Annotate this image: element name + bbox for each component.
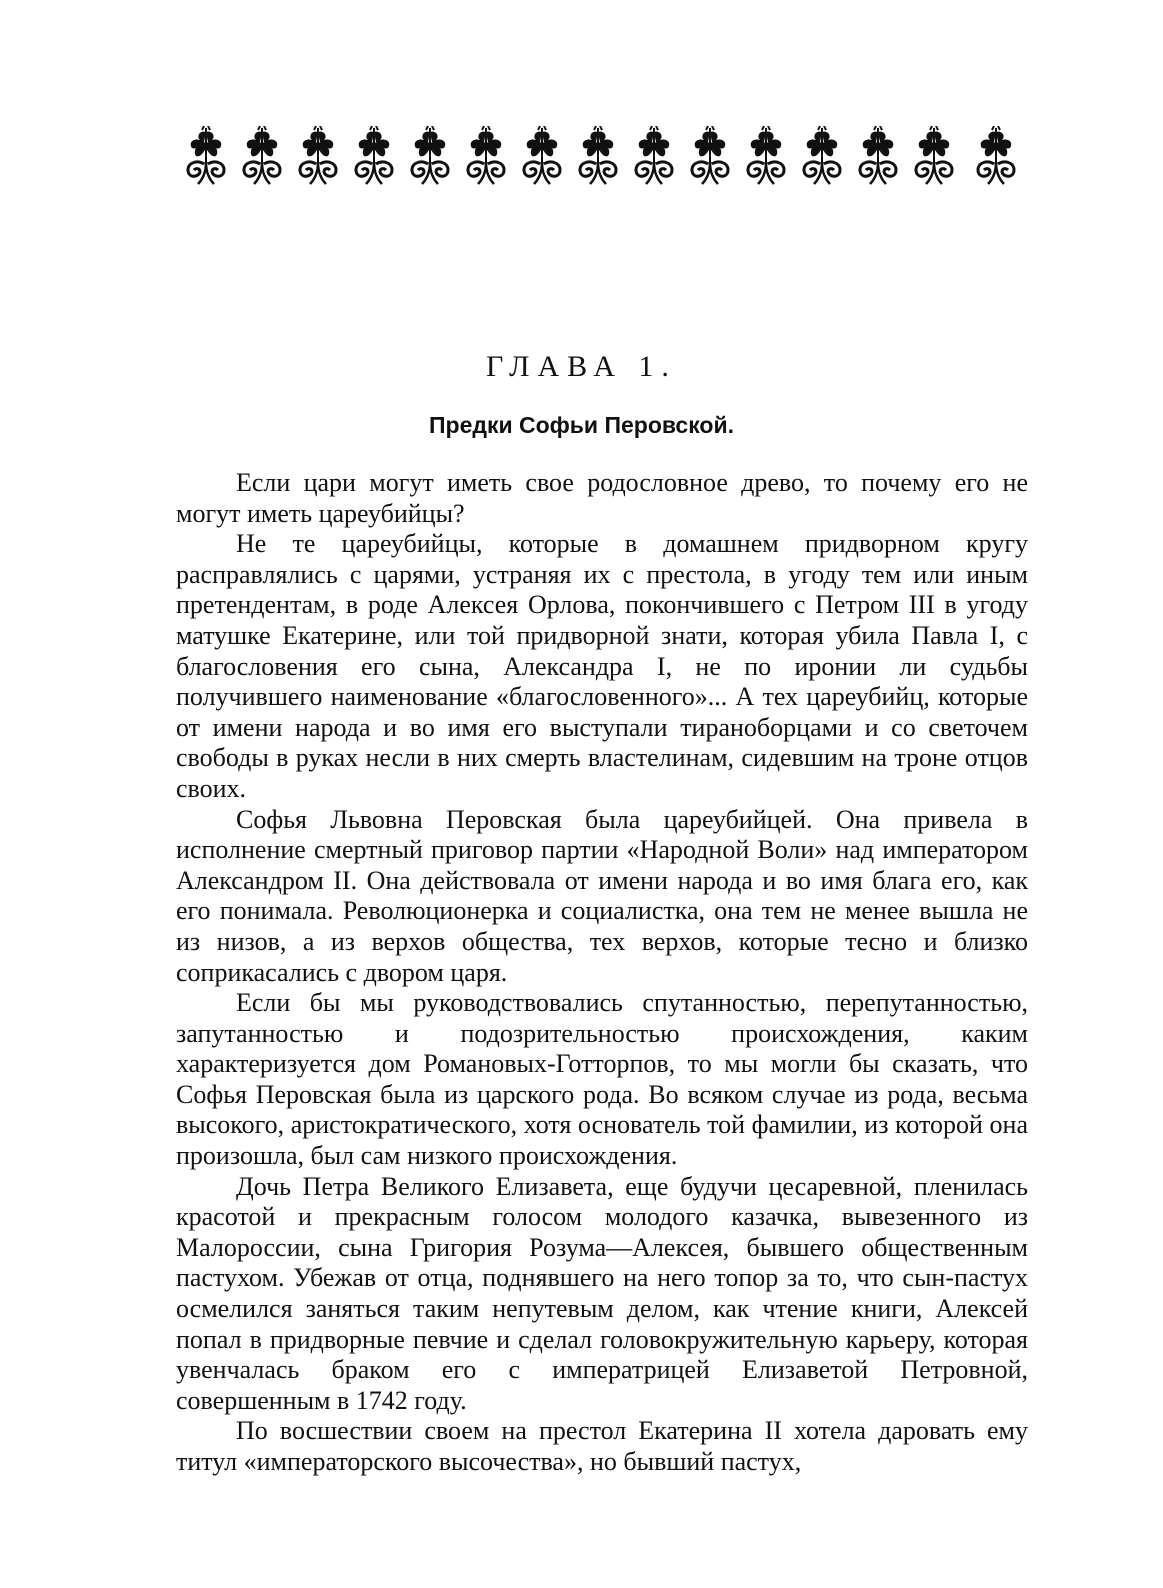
chapter-title: Предки Софьи Перовской. [428,412,735,438]
chapter-heading: ГЛАВА 1. [486,350,677,383]
paragraph: Если цари могут иметь свое родословное древо, то почему его не могут иметь цареубийцы? [176,468,1028,528]
paragraph: Софья Львовна Перовская была цареубийцей. Она привела в исполнение смертный приговор партии «Народной Воли» над императором Александром II. Она действовала от имени народа и во имя блага его, как его понимала. Революционерка и социалистка, она тем не менее вышла не из низов, а из верхов общества, тех верхов, которые тесно и близко соприкасались с двором царя. [176,804,1028,987]
chapter-body [176,468,1028,1478]
paragraph: По восшествии своем на престол Екатерина II хотела даровать ему титул «императорского высочества», но бывший пастух, [176,1416,1028,1476]
floral-border-icon [178,126,1028,186]
paragraph: Не те цареубийцы, которые в домашнем придворном кругу расправлялись с царями, устраняя их с престола, в угоду тем или иным претендентам, в роде Алексея Орлова, покончившего с Петром III в угоду матушке Екатерине, или той придворной знати, которая убила Павла I, с благословения его сына, Александра I, не по иронии ли судьбы получившего наименование «благословенного»... А тех цареубийц, которые от имени народа и во имя его выступали тираноборцами и со светочем свободы в руках несли в них смерть властелинам, сидевшим на троне отцов своих. [176,529,1028,803]
paragraph: Дочь Петра Великого Елизавета, еще будучи цесаревной, пленилась красотой и прекрасным голосом молодого казачка, вывезенного из Малороссии, сына Григория Розума—Алексея, бывшего общественным пастухом. Убежав от отца, поднявшего на него топор за то, что сын-пастух осмелился заняться таким непутевым делом, как чтение книги, Алексей попал в придворные певчие и сделал головокружительную карьеру, которая увенчалась браком его с императрицей Елизаветой Петровной, совершенным в 1742 году. [176,1171,1028,1415]
paragraph: Если бы мы руководствовались спутанностью, перепутанностью, запутанностью и подозрительностью происхождения, каким характеризуется дом Романовых-Готторпов, то мы могли бы сказать, что Софья Перовская была из царского рода. Во всяком случае из рода, весьма высокого, аристократического, хотя основатель той фамилии, из которой она произошла, был сам низкого происхождения. [176,988,1028,1171]
